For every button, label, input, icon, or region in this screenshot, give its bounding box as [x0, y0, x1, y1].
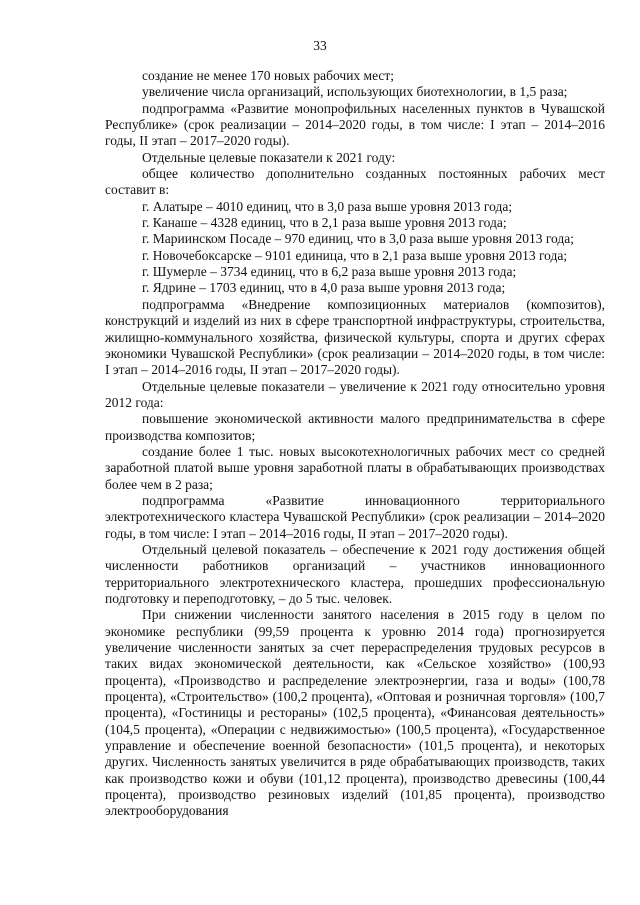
- document-body: [105, 68, 605, 820]
- paragraph: подпрограмма «Внедрение композиционных материалов (композитов), конструкций и изделий из них в сфере транспортной инфраструктуры, строительства, жилищно-коммунального хозяйства, физической культуры, спорта и других сферах экономики Чувашской Республики» (срок реализации – 2014–2020 годы, в том числе: I этап – 2014–2016 годы, II этап – 2017–2020 годы).: [105, 296, 605, 378]
- paragraph: подпрограмма «Развитие монопрофильных населенных пунктов в Чувашской Республике» (срок реализации – 2014–2020 годы, в том числе: I этап – 2014–2016 годы, II этап – 2017–2020 годы).: [105, 100, 605, 149]
- paragraph: Отдельный целевой показатель – обеспечение к 2021 году достижения общей численности работников организаций – участников инновационного территориального электротехнического кластера, прошедших профессиональную подготовку и переподготовку, – до 5 тыс. человек.: [105, 541, 605, 606]
- paragraph: создание не менее 170 новых рабочих мест;: [142, 68, 395, 83]
- list-item: г. Мариинском Посаде – 970 единиц, что в 3,0 раза выше уровня 2013 года;: [142, 231, 575, 247]
- list-item: г. Алатыре – 4010 единиц, что в 3,0 раза выше уровня 2013 года;: [142, 198, 513, 214]
- list-item: г. Канаше – 4328 единиц, что в 2,1 раза выше уровня 2013 года;: [142, 215, 507, 231]
- list-item: г. Ядрине – 1703 единиц, что в 4,0 раза выше уровня 2013 года;: [142, 280, 506, 296]
- paragraph: подпрограмма «Развитие инновационного территориального электротехнического кластера Чувашской Республики» (срок реализации – 2014–2020 годы, в том числе: I этап – 2014–2016 годы, II этап – 2017–2020 годы).: [105, 492, 605, 541]
- paragraph: общее количество дополнительно созданных постоянных рабочих мест составит в:: [105, 166, 605, 198]
- list-item: г. Шумерле – 3734 единиц, что в 6,2 раза выше уровня 2013 года;: [142, 264, 517, 280]
- page-number: 33: [313, 38, 327, 53]
- list-item: г. Новочебоксарске – 9101 единица, что в 2,1 раза выше уровня 2013 года;: [142, 247, 568, 263]
- paragraph: Отдельные целевые показатели к 2021 году:: [142, 149, 396, 165]
- paragraph: повышение экономической активности малого предпринимательства в сфере производства композитов;: [105, 411, 605, 443]
- paragraph: увеличение числа организаций, использующих биотехнологии, в 1,5 раза;: [142, 84, 568, 100]
- paragraph: создание более 1 тыс. новых высокотехнологичных рабочих мест со средней заработной платой выше уровня заработной платы в обрабатывающих производствах более чем в 2 раза;: [105, 443, 605, 492]
- paragraph: При снижении численности занятого населения в 2015 году в целом по экономике республики (99,59 процента к уровню 2014 года) прогнозируется увеличение численности занятых за счет перераспределения трудовых ресурсов в таких видах экономической деятельности, как «Сельское хозяйство» (100,93 процента), «Производство и распределение электроэнергии, газа и воды» (100,78 процента), «Строительство» (100,2 процента), «Оптовая и розничная торговля» (100,7 процента), «Гостиницы и рестораны» (102,5 процента), «Финансовая деятельность» (104,5 процента), «Операции с недвижимостью» (100,5 процента), «Государственное управление и обеспечение военной безопасности» (101,5 процента), и некоторых других. Численность занятых увеличится в ряде обрабатывающих производств, таких как производство кожи и обуви (101,12 процента), производство древесины (100,44 процента), производство резиновых изделий (101,85 процента), производство электрооборудования: [105, 607, 605, 819]
- paragraph: Отдельные целевые показатели – увеличение к 2021 году относительно уровня 2012 года:: [105, 378, 605, 410]
